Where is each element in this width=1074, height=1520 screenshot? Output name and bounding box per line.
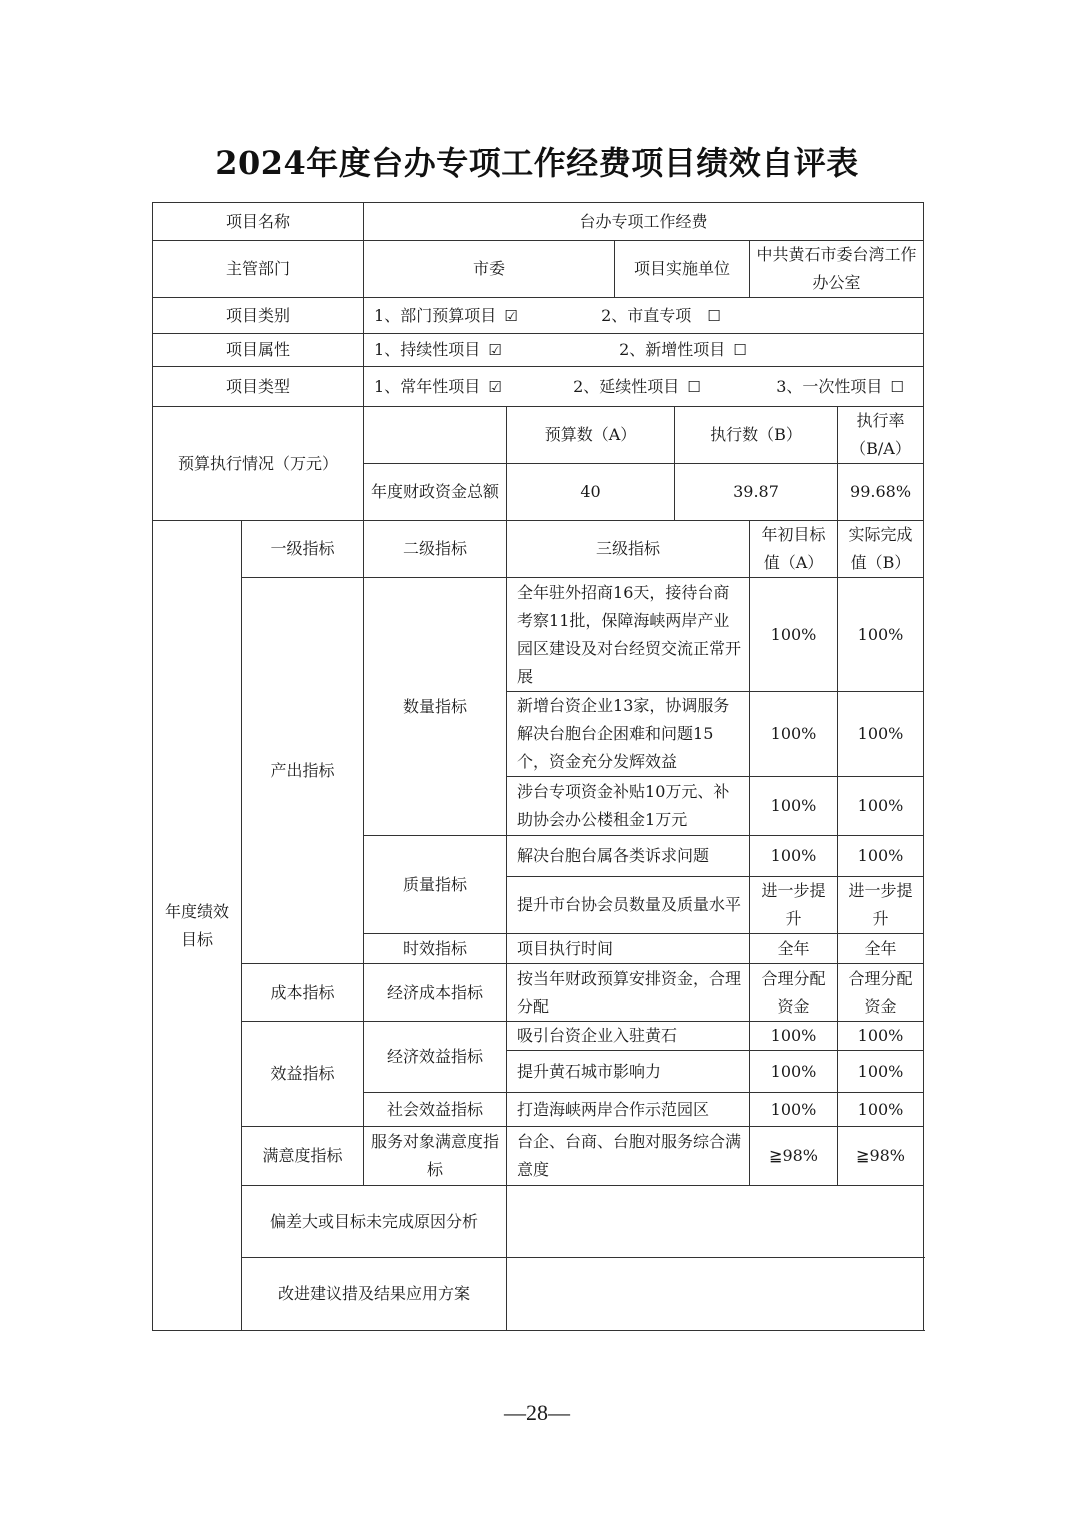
actual-cell: 100% [838, 1022, 924, 1051]
target-cell: 100% [750, 836, 838, 877]
indicator-cell: 按当年财政预算安排资金，合理分配 [507, 964, 750, 1022]
header-level3: 三级指标 [507, 521, 750, 578]
target-cell: 100% [750, 1093, 838, 1127]
target-cell: ≧98% [750, 1127, 838, 1186]
deviation-label: 偏差大或目标未完成原因分析 [242, 1186, 507, 1258]
indicator-cell: 提升黄石城市影响力 [507, 1051, 750, 1093]
target-cell: 进一步提升 [750, 877, 838, 934]
dept-label: 主管部门 [153, 241, 364, 298]
indicator-cell: 新增台资企业13家，协调服务解决台胞台企困难和问题15个，资金充分发辉效益 [507, 692, 750, 777]
checked-box-icon: ☑ [488, 341, 502, 359]
type-label: 项目类型 [153, 367, 364, 407]
unchecked-box-icon: ☐ [733, 341, 747, 359]
type-option-2 [573, 373, 771, 401]
actual-cell: 100% [838, 692, 924, 777]
page-title: 2024年度台办专项工作经费项目绩效自评表 [215, 144, 859, 182]
group-service-satisfaction: 服务对象满意度指标 [364, 1127, 507, 1186]
budget-value-a: 40 [507, 464, 675, 521]
unchecked-box-icon: ☐ [890, 377, 904, 396]
checked-box-icon: ☑ [504, 306, 518, 325]
indicator-cell: 打造海峡两岸合作示范园区 [507, 1093, 750, 1127]
option-label: 2、市直专项 [601, 305, 692, 325]
header-target: 年初目标值（A） [750, 521, 838, 578]
unchecked-box-icon: ☐ [687, 377, 701, 396]
group-cost: 成本指标 [242, 964, 364, 1022]
project-name-value: 台办专项工作经费 [364, 203, 924, 241]
option-label: 1、持续性项目 [374, 340, 481, 359]
budget-value-b: 39.87 [675, 464, 838, 521]
group-benefit: 效益指标 [242, 1022, 364, 1127]
group-economic-benefit: 经济效益指标 [364, 1022, 507, 1093]
group-quantity: 数量指标 [364, 578, 507, 836]
group-satisfaction: 满意度指标 [242, 1127, 364, 1186]
unit-label: 项目实施单位 [615, 241, 750, 298]
target-cell: 100% [750, 1022, 838, 1051]
group-output: 产出指标 [242, 578, 364, 964]
attribute-label: 项目属性 [153, 334, 364, 367]
type-option-1 [374, 373, 568, 401]
actual-cell: 100% [838, 578, 924, 692]
actual-cell: 100% [838, 777, 924, 836]
indicator-cell: 项目执行时间 [507, 934, 750, 964]
performance-evaluation-table [152, 202, 924, 1331]
target-cell: 100% [750, 777, 838, 836]
group-social-benefit: 社会效益指标 [364, 1093, 507, 1127]
target-cell: 100% [750, 578, 838, 692]
option-label: 1、常年性项目 [374, 376, 481, 396]
group-timeliness: 时效指标 [364, 934, 507, 964]
actual-cell: ≧98% [838, 1127, 924, 1186]
header-level1: 一级指标 [242, 521, 364, 578]
dept-value: 市委 [364, 241, 615, 298]
indicator-cell: 提升市台协会员数量及质量水平 [507, 877, 750, 934]
attribute-option-2 [619, 336, 747, 364]
attribute-option-1 [374, 336, 614, 364]
header-actual: 实际完成值（B） [838, 521, 924, 578]
indicator-cell: 涉台专项资金补贴10万元、补助协会办公楼租金1万元 [507, 777, 750, 836]
category-label: 项目类别 [153, 298, 364, 334]
group-economic-cost: 经济成本指标 [364, 964, 507, 1022]
actual-cell: 100% [838, 1093, 924, 1127]
indicator-cell: 解决台胞台属各类诉求问题 [507, 836, 750, 877]
improvement-value [507, 1258, 924, 1331]
option-label: 2、新增性项目 [619, 340, 726, 359]
actual-cell: 100% [838, 1051, 924, 1093]
option-label: 2、延续性项目 [573, 376, 680, 396]
deviation-value [507, 1186, 924, 1258]
group-quality: 质量指标 [364, 836, 507, 934]
project-name-label: 项目名称 [153, 203, 364, 241]
type-option-3 [776, 373, 904, 401]
budget-row-label: 年度财政资金总额 [364, 464, 507, 521]
actual-cell: 合理分配资金 [838, 964, 924, 1022]
page-number: —28— [504, 1400, 570, 1425]
target-cell: 100% [750, 692, 838, 777]
option-label: 3、一次性项目 [776, 376, 883, 396]
budget-col-rate: 执行率（B/A） [838, 407, 924, 464]
category-option-1 [374, 302, 596, 330]
budget-value-rate: 99.68% [838, 464, 924, 521]
budget-corner [364, 407, 507, 464]
budget-label: 预算执行情况（万元） [153, 407, 364, 521]
option-label: 1、部门预算项目 [374, 305, 497, 325]
header-level2: 二级指标 [364, 521, 507, 578]
actual-cell: 100% [838, 836, 924, 877]
indicator-cell: 台企、台商、台胞对服务综合满意度 [507, 1127, 750, 1186]
attribute-options [364, 334, 924, 367]
category-option-2 [601, 302, 721, 330]
budget-col-b: 执行数（B） [675, 407, 838, 464]
target-cell: 全年 [750, 934, 838, 964]
target-cell: 100% [750, 1051, 838, 1093]
unit-value: 中共黄石市委台湾工作办公室 [750, 241, 924, 298]
performance-label: 年度绩效目标 [153, 521, 242, 1331]
category-options [364, 298, 924, 334]
target-cell: 合理分配资金 [750, 964, 838, 1022]
actual-cell: 进一步提升 [838, 877, 924, 934]
checked-box-icon: ☑ [488, 377, 502, 396]
indicator-cell: 吸引台资企业入驻黄石 [507, 1022, 750, 1051]
actual-cell: 全年 [838, 934, 924, 964]
indicator-cell: 全年驻外招商16天，接待台商考察11批，保障海峡两岸产业园区建设及对台经贸交流正常开展 [507, 578, 750, 692]
budget-col-a: 预算数（A） [507, 407, 675, 464]
unchecked-box-icon: ☐ [707, 306, 721, 325]
improvement-label: 改进建议措及结果应用方案 [242, 1258, 507, 1331]
type-options [364, 367, 924, 407]
